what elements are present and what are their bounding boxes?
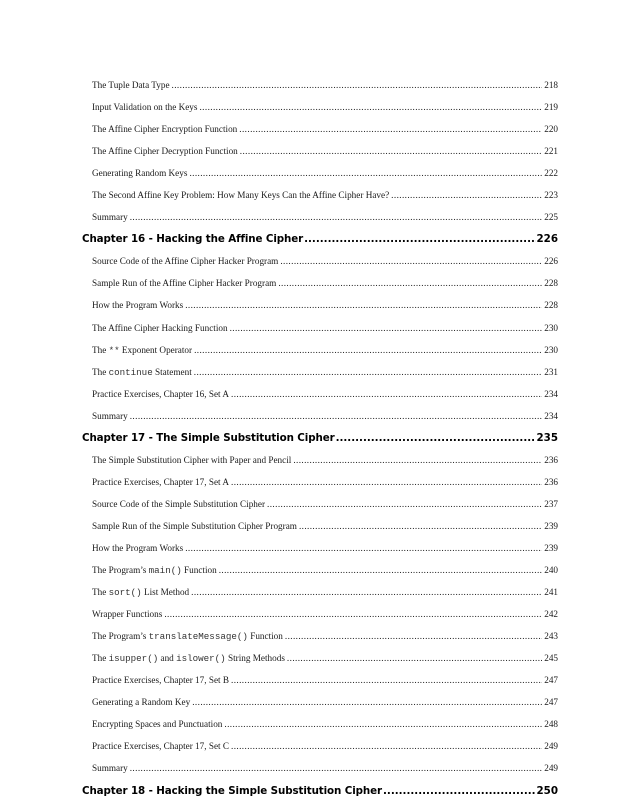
leader-dots [231,669,542,691]
code-keyword: ** [108,344,120,356]
chapter-title: Chapter 16 - Hacking the Affine Cipher [82,233,304,246]
code-keyword: continue [108,366,153,378]
toc-section-row[interactable] [80,272,558,294]
section-title: Summary [92,410,128,421]
page-number: 249 [544,741,558,752]
toc-section-row[interactable] [80,383,558,405]
title-text: List Method [141,587,190,598]
toc-section-row[interactable] [80,647,558,669]
leader-dots [219,559,543,581]
chapter-title: Chapter 18 - Hacking the Simple Substitution Cipher [82,784,382,797]
toc-section-row[interactable] [80,735,558,757]
leader-dots [185,294,542,316]
page-number: 218 [544,80,558,90]
code-keyword: main() [148,565,182,577]
page-number: 248 [544,719,558,730]
page-number: 225 [544,212,558,223]
title-text: The Program’s [92,565,149,576]
leader-dots [231,383,542,405]
page-number: 234 [544,388,558,399]
section-title: How the Program Works [92,542,184,553]
section-title: Generating Random Keys [92,168,188,179]
section-title [92,647,285,670]
page-number: 241 [544,587,558,598]
chapter-title: Chapter 17 - The Simple Substitution Cipher [82,431,335,444]
toc-section-row[interactable] [80,669,558,691]
title-text: The [92,344,109,355]
section-title: The Affine Cipher Hacking Function [92,322,228,333]
leader-dots [185,537,542,559]
page-number: 226 [536,233,558,246]
table-of-contents [80,74,558,802]
toc-section-row[interactable] [80,449,558,471]
leader-dots [194,361,542,383]
title-text: String Methods [225,653,285,664]
section-title: The Affine Cipher Encryption Function [92,124,238,135]
section-title: Input Validation on the Keys [92,102,198,113]
toc-section-row[interactable] [80,405,558,427]
toc-section-row[interactable] [80,361,558,383]
toc-section-row[interactable] [80,74,558,96]
section-title: The Simple Substitution Cipher with Paper and Pencil [92,454,292,465]
section-title [92,339,192,362]
page-number: 247 [544,697,558,708]
toc-chapter-row[interactable] [80,427,558,449]
page-number: 240 [544,565,558,576]
leader-dots [130,757,542,779]
leader-dots [231,735,542,757]
leader-dots [189,162,542,184]
title-text: The [92,587,109,598]
toc-section-row[interactable] [80,162,558,184]
section-title: Sample Run of the Affine Cipher Hacker Program [92,278,277,289]
code-keyword: isupper() [108,653,159,665]
leader-dots [278,272,542,294]
page-number: 245 [544,653,558,664]
page-number: 235 [536,431,558,444]
page-number: 231 [544,366,558,377]
section-title: The Second Affine Key Problem: How Many Keys Can the Affine Cipher Have? [92,190,390,201]
leader-dots [164,603,542,625]
title-text: The [92,366,109,377]
toc-section-row[interactable] [80,515,558,537]
section-title [92,625,283,648]
toc-section-row[interactable] [80,140,558,162]
leader-dots [383,780,536,802]
toc-section-row[interactable] [80,250,558,272]
page-number: 228 [544,300,558,311]
toc-section-row[interactable] [80,581,558,603]
page-number: 250 [536,784,558,797]
toc-section-row[interactable] [80,691,558,713]
page-number: 219 [544,102,558,113]
page-number: 228 [544,278,558,289]
toc-section-row[interactable] [80,118,558,140]
code-keyword: translateMessage() [148,631,248,643]
page-number: 230 [544,344,558,355]
title-text: Function [181,565,217,576]
title-text: and [158,653,177,664]
code-keyword: islower() [176,653,226,665]
leader-dots [240,140,542,162]
toc-section-row[interactable] [80,294,558,316]
section-title: Practice Exercises, Chapter 17, Set C [92,741,230,752]
leader-dots [267,493,542,515]
page-number: 221 [544,146,558,157]
section-title: Wrapper Functions [92,609,163,620]
toc-section-row[interactable] [80,96,558,118]
leader-dots [299,515,542,537]
leader-dots [130,405,542,427]
section-title: Practice Exercises, Chapter 16, Set A [92,388,230,399]
toc-section-row[interactable] [80,713,558,735]
leader-dots [231,471,542,493]
page-number: 236 [544,454,558,465]
page-number: 237 [544,498,558,509]
leader-dots [130,206,542,228]
toc-section-row[interactable] [80,603,558,625]
leader-dots [285,625,542,647]
leader-dots [287,647,542,669]
page-number: 247 [544,675,558,686]
toc-section-row[interactable] [80,625,558,647]
toc-section-row[interactable] [80,471,558,493]
leader-dots [199,96,542,118]
section-title: The Affine Cipher Decryption Function [92,146,238,157]
page-number: 223 [544,190,558,201]
leader-dots [224,713,542,735]
leader-dots [391,184,542,206]
title-text: Statement [152,366,192,377]
leader-dots [280,250,542,272]
leader-dots [293,449,542,471]
section-title: Source Code of the Affine Cipher Hacker Program [92,256,279,267]
toc-section-row[interactable] [80,757,558,779]
leader-dots [191,581,542,603]
section-title: Summary [92,212,128,223]
section-title: The Tuple Data Type [92,80,170,90]
leader-dots [192,691,542,713]
code-keyword: sort() [108,587,142,599]
section-title [92,581,189,604]
toc-chapter-row[interactable] [80,780,558,802]
leader-dots [194,339,542,361]
toc-section-row[interactable] [80,537,558,559]
section-title: Summary [92,763,128,774]
section-title: Practice Exercises, Chapter 17, Set A [92,476,230,487]
page-number: 243 [544,631,558,642]
page-number: 239 [544,520,558,531]
toc-section-row[interactable] [80,559,558,581]
toc-chapter-row[interactable] [80,228,558,250]
toc-section-row[interactable] [80,317,558,339]
toc-section-row[interactable] [80,184,558,206]
title-text: Function [247,631,283,642]
page-number: 236 [544,476,558,487]
section-title [92,559,217,582]
section-title: Sample Run of the Simple Substitution Cipher Program [92,520,297,531]
section-title: How the Program Works [92,300,184,311]
page-number: 226 [544,256,558,267]
page-number: 220 [544,124,558,135]
section-title: Source Code of the Simple Substitution Cipher [92,498,266,509]
page-number: 230 [544,322,558,333]
toc-section-row[interactable] [80,339,558,361]
section-title: Encrypting Spaces and Punctuation [92,719,223,730]
section-title: Practice Exercises, Chapter 17, Set B [92,675,230,686]
page-number: 249 [544,763,558,774]
section-title: Generating a Random Key [92,697,191,708]
title-text: Exponent Operator [119,344,193,355]
leader-dots [239,118,542,140]
toc-section-row[interactable] [80,493,558,515]
title-text: The [92,653,109,664]
page-number: 239 [544,542,558,553]
title-text: The Program’s [92,631,149,642]
section-title [92,361,192,384]
leader-dots [336,427,536,449]
toc-section-row[interactable] [80,206,558,228]
page-number: 234 [544,410,558,421]
leader-dots [230,317,543,339]
leader-dots [172,74,543,96]
page-number: 222 [544,168,558,179]
leader-dots [304,228,535,250]
page-number: 242 [544,609,558,620]
